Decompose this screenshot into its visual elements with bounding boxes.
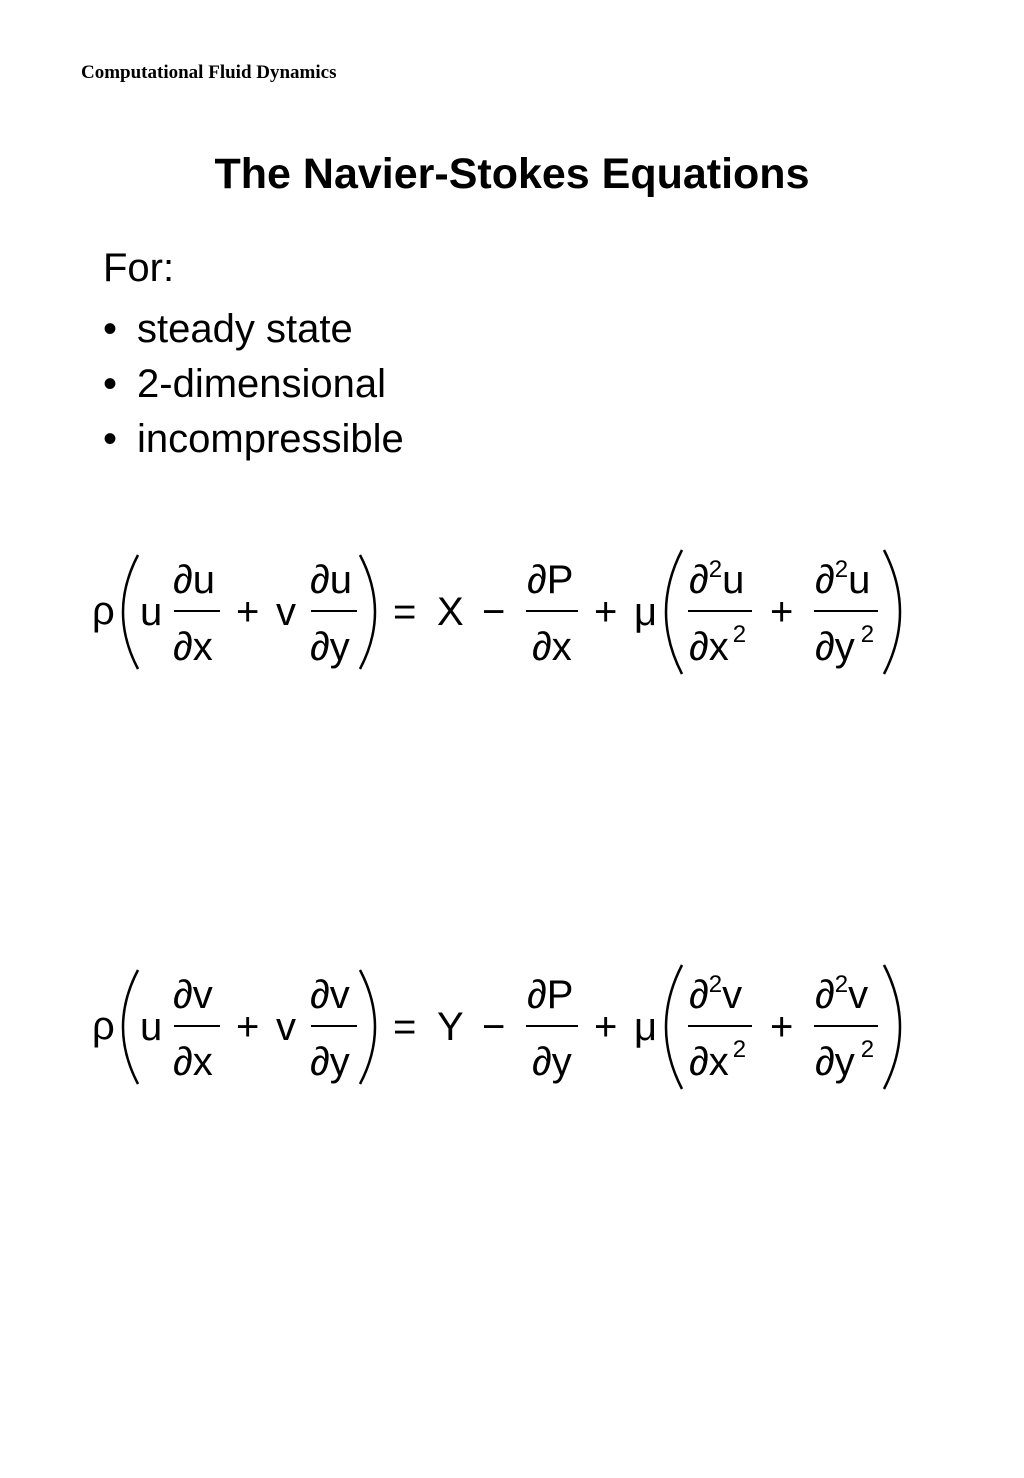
fraction-numerator: ∂u <box>310 558 353 602</box>
conditions-intro: For: <box>103 246 175 290</box>
plus-operator: + <box>594 590 618 634</box>
viscous-numerator: ∂$^2$v <box>689 971 743 1017</box>
fraction-denominator: ∂y <box>310 625 350 669</box>
viscous-numerator: ∂$^2$u <box>689 556 745 602</box>
viscous-numerator: ∂$^2$u <box>815 556 871 602</box>
y-momentum-equation <box>0 960 1024 1095</box>
condition-item: • steady state <box>103 302 404 357</box>
right-paren <box>884 965 900 1089</box>
minus-operator: − <box>482 590 506 634</box>
page-title: The Navier-Stokes Equations <box>214 150 810 198</box>
density-symbol: ρ <box>92 1004 115 1048</box>
fraction-denominator: ∂x <box>173 1040 213 1084</box>
pressure-numerator: ∂P <box>527 973 574 1017</box>
conditions-list <box>103 302 404 467</box>
x-momentum-equation <box>0 545 1024 680</box>
body-force: X <box>437 590 464 634</box>
coefficient-v: v <box>276 590 296 634</box>
minus-operator: − <box>482 1005 506 1049</box>
right-paren <box>360 555 375 669</box>
fraction-numerator: ∂v <box>173 973 213 1017</box>
plus-operator: + <box>594 1005 618 1049</box>
fraction-numerator: ∂v <box>310 973 350 1017</box>
fraction-denominator: ∂x <box>173 625 213 669</box>
viscous-numerator: ∂$^2$v <box>815 971 869 1017</box>
pressure-denominator: ∂y <box>532 1040 572 1084</box>
pressure-denominator: ∂x <box>532 625 572 669</box>
pressure-numerator: ∂P <box>527 558 574 602</box>
right-paren <box>360 970 375 1084</box>
left-paren <box>666 550 682 674</box>
fraction-numerator: ∂u <box>173 558 216 602</box>
running-header: Computational Fluid Dynamics <box>81 62 337 83</box>
left-paren <box>123 970 138 1084</box>
left-paren <box>123 555 138 669</box>
equals-sign: = <box>393 1005 417 1049</box>
plus-operator: + <box>236 590 260 634</box>
viscosity-symbol: μ <box>634 590 658 634</box>
viscous-denominator: ∂x $^2$ <box>689 621 747 669</box>
viscous-denominator: ∂y $^2$ <box>815 1036 875 1084</box>
viscosity-symbol: μ <box>634 1005 658 1049</box>
coefficient-u: u <box>140 590 163 634</box>
coefficient-u: u <box>140 1005 163 1049</box>
plus-operator: + <box>770 590 794 634</box>
left-paren <box>666 965 682 1089</box>
viscous-denominator: ∂x $^2$ <box>689 1036 747 1084</box>
body-force: Y <box>437 1005 464 1049</box>
density-symbol: ρ <box>92 589 115 633</box>
right-paren <box>884 550 900 674</box>
condition-item: • 2-dimensional <box>103 357 404 412</box>
plus-operator: + <box>770 1005 794 1049</box>
equals-sign: = <box>393 590 417 634</box>
fraction-denominator: ∂y <box>310 1040 350 1084</box>
coefficient-v: v <box>276 1005 296 1049</box>
plus-operator: + <box>236 1005 260 1049</box>
viscous-denominator: ∂y $^2$ <box>815 621 875 669</box>
condition-item: • incompressible <box>103 412 404 467</box>
